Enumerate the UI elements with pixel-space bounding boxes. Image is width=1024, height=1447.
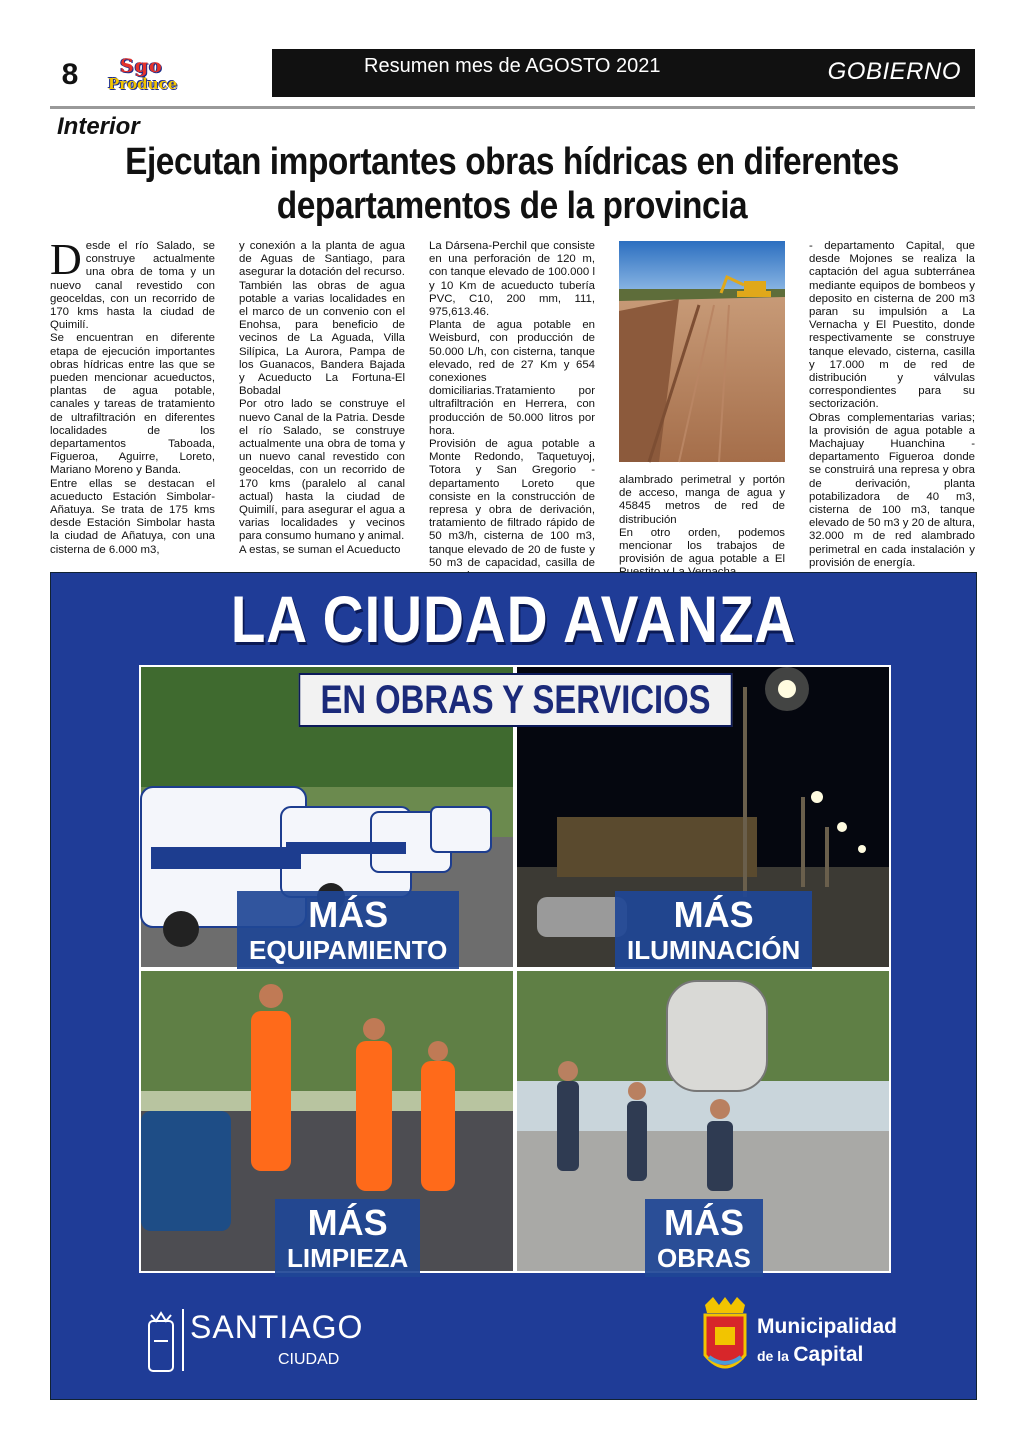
paragraph: - departamento Capital, que desde Mojones se realiza la captación del agua subterránea mediante equipos de bombeos y deposito en cisterna de 200 m3 paran su impulsión a La Vernacha y El Puestito, donde respectivamente se construye tanque elevado, cisterna, casilla y 17.000 m de red de distribución y válvulas correspondientes para su sectorización. bbox=[809, 240, 975, 411]
sgo-produce-logo bbox=[108, 55, 254, 93]
article-column-2 bbox=[239, 240, 405, 568]
header-divider bbox=[50, 106, 975, 109]
panel-label bbox=[615, 891, 812, 969]
section-kicker: Interior bbox=[57, 113, 140, 140]
paragraph: Por otro lado se construye el nuevo Canal de la Patria. Desde el río Salado, se construye actualmente una obra de toma y un nuevo canal revestido con geoceldas, con un recorrido de 170 kms (paralelo al canal actual) hasta la ciudad de Quimilí, para asegurar el agua a varias localidades y vecinos para consumo humano y animal. bbox=[239, 398, 405, 543]
panel-obras bbox=[515, 969, 891, 1273]
paragraph: alambrado perimetral y portón de acceso, manga de agua y 45845 metros de red de distribución bbox=[619, 474, 785, 526]
paragraph: Planta de agua potable en Weisburd, con producción de 50.000 L/h, con cisterna, tanque elevado, red de 27 Km y 654 conexiones domiciliarias.Tratamiento por ultrafiltración en Herrera, con producción de 50.000 litros por hora. bbox=[429, 319, 595, 437]
logo-bottom-text: Produce bbox=[108, 75, 178, 93]
panel-label bbox=[645, 1199, 763, 1277]
municipal-advertisement bbox=[50, 572, 977, 1400]
panel-label-line1: MÁS bbox=[307, 1202, 388, 1243]
paragraph: Entre ellas se destacan el acueducto Estación Simbolar-Añatuya. Se trata de 175 kms desde Estación Simbolar hasta la ciudad de Añatuya, con una cisterna de 6.000 m3, bbox=[50, 477, 215, 556]
article-headline: Ejecutan importantes obras hídricas en diferentes departamentos de la provincia bbox=[125, 141, 899, 227]
paragraph: y conexión a la planta de agua de Aguas de Santiago, para asegurar la dotación del recurso. bbox=[239, 240, 405, 279]
paragraph: En otro orden, podemos mencionar los trabajos de provisión de agua potable a El bbox=[619, 526, 785, 566]
paragraph: También las obras de agua potable a varias localidades en el marco de un convenio con el Enohsa, para beneficio de vecinos de La Aguada, Villa Silípica, La Aurora, Pampa de los Guanacos, Bandera Bajada y Acueducto La Fortuna-El Bobadal bbox=[239, 279, 405, 398]
panel-label-line1: MÁS bbox=[308, 894, 389, 935]
brand-line-2 bbox=[757, 1343, 863, 1367]
article-column-4 bbox=[619, 474, 785, 568]
paragraph: A estas, se suman el Acueducto bbox=[239, 543, 401, 556]
ad-subtitle: EN OBRAS Y SERVICIOS bbox=[299, 673, 733, 727]
page-header bbox=[50, 49, 975, 97]
article-column-1 bbox=[50, 235, 215, 568]
municipalidad-brand bbox=[699, 1297, 949, 1387]
brand-line-1: Municipalidad bbox=[757, 1315, 898, 1338]
paragraph: Provisión de agua potable a Monte Redondo, Taquetuyoj, Totora y San Gregorio - departamento Loreto que consiste en la construcción de represa y obra de derivación, tratamiento de filtrado rápido de 50 m3/h, cisterna de 100 m3, tanque elevado de 20 de fuste y 50 m3 de capacidad, casilla de bbox=[429, 438, 595, 569]
brand-word: Capital bbox=[793, 1343, 864, 1366]
city-emblem-icon bbox=[146, 1311, 176, 1373]
issue-summary: Resumen mes de AGOSTO 2021 bbox=[364, 55, 661, 77]
brand-name: SANTIAGO bbox=[190, 1309, 364, 1345]
panel-label-line2: EQUIPAMIENTO bbox=[249, 935, 448, 965]
panel-limpieza bbox=[139, 969, 515, 1273]
ad-title: LA CIUDAD AVANZA bbox=[230, 582, 797, 656]
santiago-ciudad-brand bbox=[146, 1307, 396, 1377]
paragraph: esde el río Salado, se construye actualmente una obra de toma y un nuevo canal revestido con geoceldas, con un recorrido de 170 kms hasta la ciudad de Quimilí. bbox=[50, 240, 215, 332]
panel-label bbox=[237, 891, 459, 969]
brand-prefix: de la bbox=[757, 1348, 789, 1364]
page-number: 8 bbox=[61, 58, 79, 91]
header-bar bbox=[272, 49, 975, 97]
article-column-3 bbox=[429, 240, 595, 568]
paragraph: La Dársena-Perchil que consiste en una perforación de 120 m, con tanque elevado de 100.000 l y 10 Km de acueducto tubería PVC, C10, 200 mm, 111, 975,613.46. bbox=[429, 240, 595, 319]
drop-cap: D bbox=[50, 235, 82, 284]
paragraph: Se encuentran en diferente etapa de ejecución importantes obras hídricas entre las que se pueden mencionar acueductos, plantas de agua potable, canales y tareas de tratamiento de ultrafiltración en diferentes localidades de los departamentos Taboada, Figueroa, Aguirre, Loreto, Mariano Moreno y Banda. bbox=[50, 332, 215, 477]
brand-divider bbox=[182, 1309, 184, 1371]
panel-label-line2: OBRAS bbox=[657, 1243, 751, 1273]
coat-of-arms-icon bbox=[699, 1297, 751, 1379]
paragraph: Obras complementarias varias; la provisión de agua potable a Machajuay Huanchina - departamento Figueroa donde se construirá una represa y obra de derivación, planta potabilizadora de 40 m3, cisterna de 100 m3, tanque elevado de 50 m3 y 20 de altura, 32.000 m de red alambrado perimetral en cada instalación y provisión de energía. bbox=[809, 411, 975, 569]
section-name: GOBIERNO bbox=[827, 58, 961, 85]
panel-label-line2: LIMPIEZA bbox=[287, 1243, 409, 1273]
panel-label-line1: MÁS bbox=[663, 1202, 744, 1243]
panel-label-line1: MÁS bbox=[673, 894, 754, 935]
panel-label-line2: ILUMINACIÓN bbox=[627, 935, 801, 965]
article-column-5 bbox=[809, 240, 975, 568]
panel-label bbox=[275, 1199, 420, 1277]
logo-top-text: Sgo bbox=[120, 55, 163, 77]
canal-construction-photo bbox=[619, 241, 785, 462]
brand-sub: CIUDAD bbox=[278, 1351, 340, 1368]
